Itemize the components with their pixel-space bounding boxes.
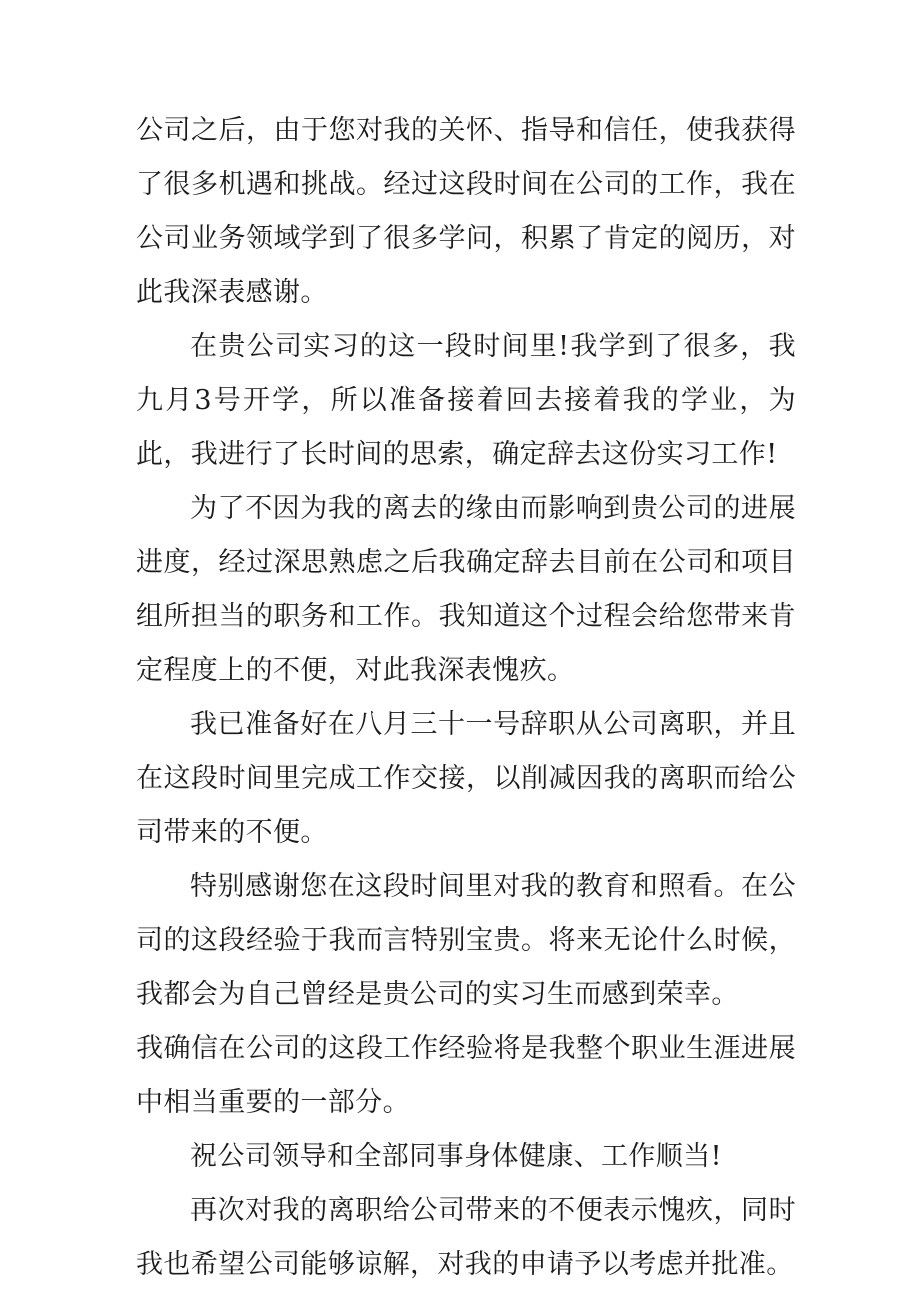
paragraph-3: 为了不因为我的离去的缘由而影响到贵公司的进展进度，经过深思熟虑之后我确定辞去目前在公司和项目组所担当的职务和工作。我知道这个过程会给您带来肯定程度上的不便，对此我深表愧疚。 [136,493,796,686]
paragraph-7: 祝公司领导和全部同事身体健康、工作顺当! [190,1141,722,1172]
document-body [136,104,796,1292]
paragraph-2: 在贵公司实习的这一段时间里!我学到了很多，我九月3号开学，所以准备接着回去接着我的学业，为此，我进行了长时间的思索，确定辞去这份实习工作! [136,331,796,470]
paragraph-1: 公司之后，由于您对我的关怀、指导和信任，使我获得了很多机遇和挑战。经过这段时间在公司的工作，我在公司业务领域学到了很多学问，积累了肯定的阅历，对此我深表感谢。 [136,115,796,308]
paragraph-8: 再次对我的离职给公司带来的不便表示愧疚，同时我也希望公司能够谅解，对我的申请予以考虑并批准。 [136,1195,796,1280]
paragraph-6: 我确信在公司的这段工作经验将是我整个职业生涯进展中相当重要的一部分。 [136,1033,796,1118]
paragraph-4: 我已准备好在八月三十一号辞职从公司离职，并且在这段时间里完成工作交接，以削减因我的离职而给公司带来的不便。 [136,709,796,848]
paragraph-5: 特别感谢您在这段时间里对我的教育和照看。在公司的这段经验于我而言特别宝贵。将来无论什么时候，我都会为自己曾经是贵公司的实习生而感到荣幸。 [136,871,796,1010]
